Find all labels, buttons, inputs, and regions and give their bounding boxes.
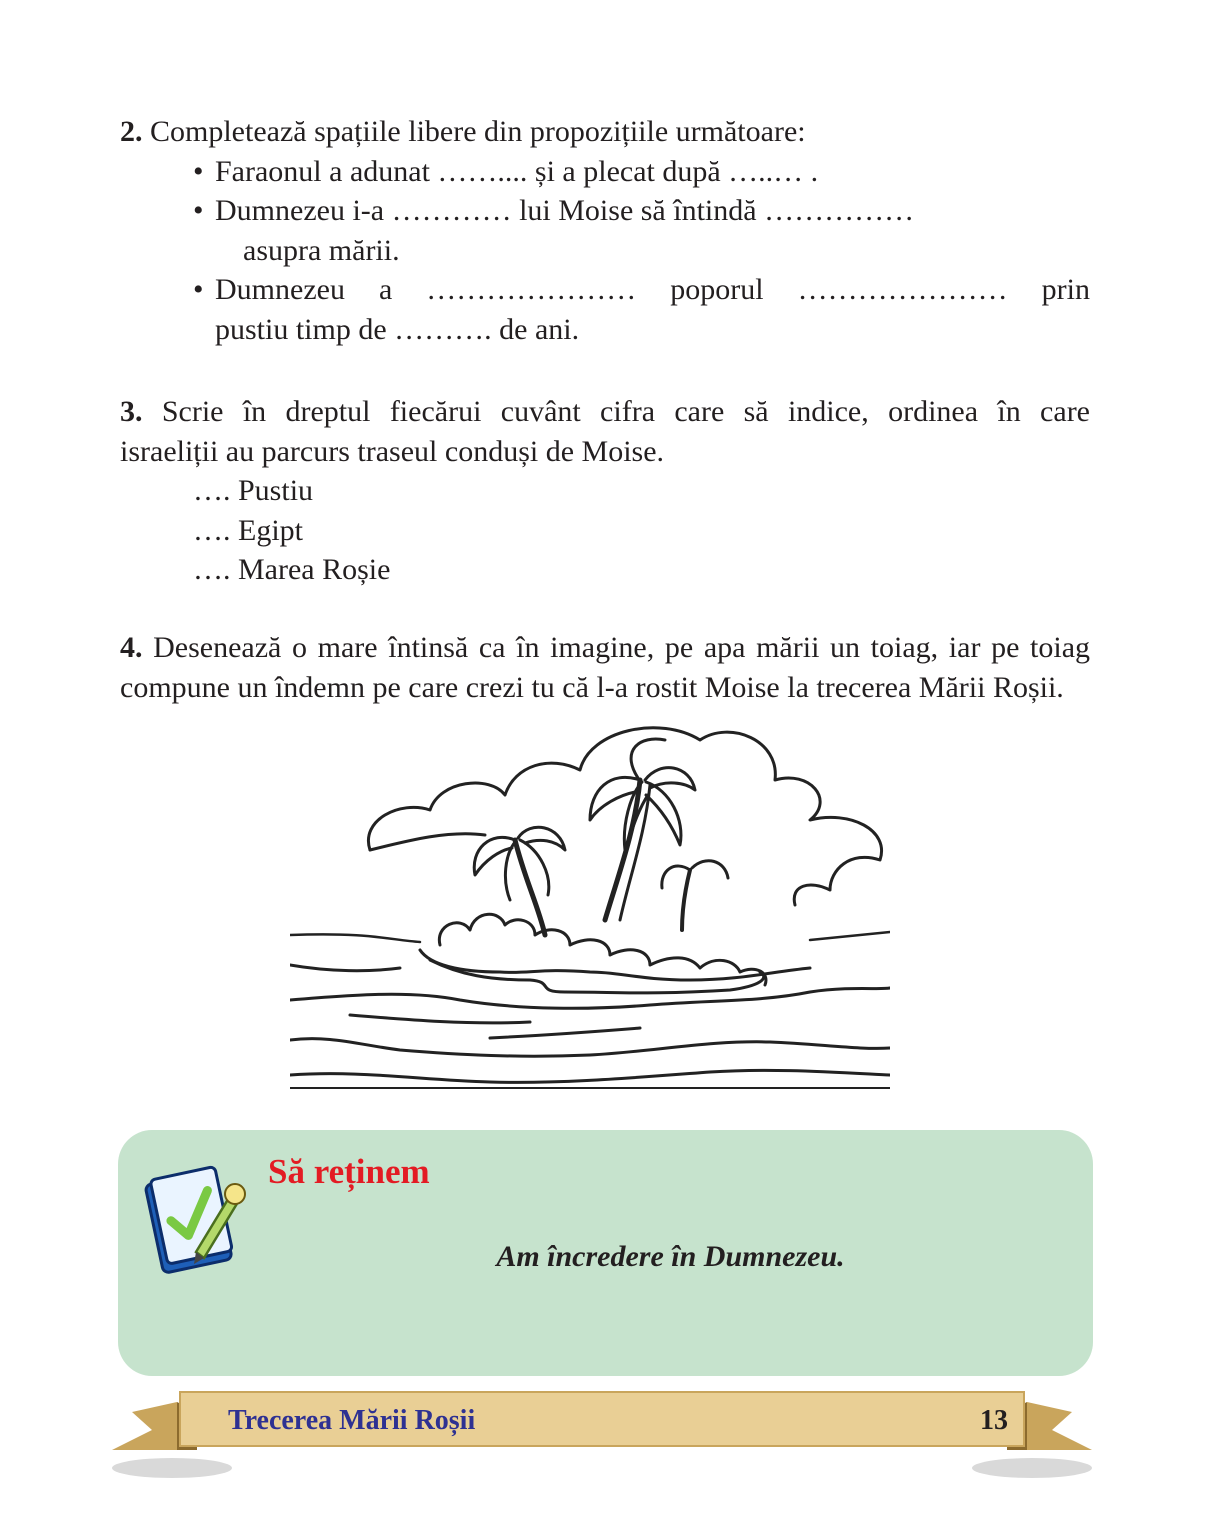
- exercise-number: 2.: [120, 115, 143, 148]
- exercise-3-text: Scrie în dreptul fiecărui cuvânt cifra care să indice, ordinea în care: [161, 395, 1090, 428]
- exercise-4-text-continued: compune un îndemn pe care crezi tu că l-a rostit Moise la trecerea Mării Roșii.: [120, 670, 1064, 704]
- exercise-number: 3.: [120, 395, 143, 428]
- page-number: 13: [980, 1405, 1008, 1436]
- footer-title: Trecerea Mării Roșii: [228, 1405, 476, 1436]
- exercise-3-instruction: [120, 392, 1090, 432]
- remember-title: Să reținem: [268, 1152, 430, 1191]
- exercise-3-text-continued: israeliții au parcurs traseul conduși de Moise.: [120, 434, 665, 468]
- bullet: •: [193, 154, 204, 188]
- remember-text: Am încredere în Dumnezeu.: [496, 1240, 845, 1273]
- list-item: [120, 191, 1090, 270]
- list-item: [120, 152, 1090, 192]
- list-item: …. Pustiu: [193, 474, 314, 507]
- remember-box: [118, 1130, 1093, 1376]
- list-item: …. Marea Roșie: [193, 553, 391, 586]
- exercise-4-text: Desenează o mare întinsă ca în imagine, pe apa mării un toiag, iar pe toiag: [153, 631, 1091, 664]
- list-item: …. Egipt: [193, 513, 303, 547]
- island-illustration: [290, 710, 890, 1100]
- list-item-text-continued: asupra mării.: [243, 233, 400, 267]
- exercise-4-instruction: [120, 628, 1090, 668]
- list-item-text: Dumnezeu a ………………… poporul ………………… prin: [215, 273, 1090, 306]
- exercise-2: [120, 112, 1090, 349]
- exercise-number: 4.: [120, 631, 143, 664]
- exercise-2-text: Completează spațiile libere din propozițiile următoare:: [150, 115, 806, 148]
- exercise-4: [120, 628, 1090, 707]
- list-item: [120, 270, 1090, 349]
- list-item-text: Faraonul a adunat …….... și a plecat după …..… .: [215, 154, 819, 188]
- exercise-2-instruction: [120, 112, 1090, 152]
- bullet: •: [193, 273, 204, 306]
- bullet: •: [193, 194, 204, 227]
- list-item-text: Dumnezeu i-a ………… lui Moise să întindă ……………: [215, 194, 915, 227]
- exercise-3: [120, 392, 1090, 590]
- list-item-text-continued: pustiu timp de ………. de ani.: [215, 312, 580, 346]
